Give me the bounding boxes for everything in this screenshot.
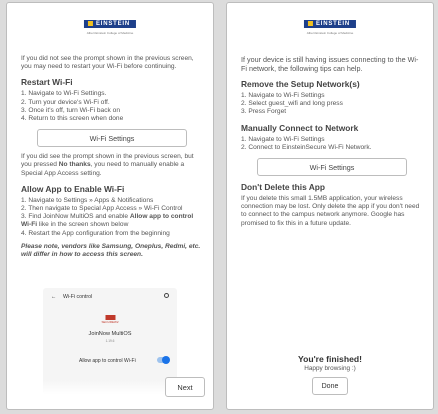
manual-heading: Manually Connect to Network <box>241 122 359 133</box>
restart-steps <box>21 90 203 123</box>
next-button[interactable]: Next <box>165 377 205 397</box>
left-screen <box>6 2 214 410</box>
list-item <box>21 213 203 229</box>
finished-title: You're finished! <box>298 354 362 364</box>
list-item: 1. Navigate to Wi-Fi Settings. <box>21 90 107 98</box>
no-thanks-text <box>21 153 203 178</box>
list-item: 4. Return to this screen when done <box>21 115 124 123</box>
right-screen <box>226 2 434 410</box>
delete-heading: Don't Delete this App <box>241 182 326 193</box>
list-item: 3. Once it's off, turn Wi-Fi back on <box>21 106 120 114</box>
screenshot-title: Wi-Fi control <box>63 294 93 300</box>
einstein-logo <box>84 12 136 35</box>
allow-wifi-toggle <box>157 357 169 363</box>
allow-wifi-row <box>79 358 169 364</box>
list-item: 1. Navigate to Wi-Fi Settings <box>241 92 325 99</box>
intro-text: If your device is still having issues connecting to the Wi-Fi network, the following tips can help. <box>241 55 419 73</box>
list-item: 1. Navigate to Wi-Fi Settings <box>241 135 325 143</box>
list-item: 2. Turn your device's Wi-Fi off. <box>21 98 110 106</box>
einstein-logo <box>304 12 356 35</box>
screenshot-app-name: JoinNow MultiOS <box>88 331 132 337</box>
no-thanks-text-pre: If you did see the prompt shown in the previous screen, but you pressed <box>21 153 194 169</box>
no-thanks-bold: No thanks <box>58 161 91 169</box>
wifi-settings-button[interactable]: Wi-Fi Settings <box>37 129 187 147</box>
step3-post: like in the screen shown below <box>37 221 129 229</box>
remove-heading: Remove the Setup Network(s) <box>241 79 360 89</box>
done-button[interactable]: Done <box>312 377 348 395</box>
securew2-logo <box>101 313 118 324</box>
intro-text: If you did not see the prompt shown in the previous screen, you may need to restart your Wi-Fi before continuing. <box>21 55 194 71</box>
manual-steps <box>241 136 423 152</box>
no-thanks-text-post: , you need to manually enable a Special App Access setting. <box>21 161 185 177</box>
brand-subtitle: Albert Einstein College of Medicine <box>86 31 134 35</box>
wifi-settings-button[interactable]: Wi-Fi Settings <box>257 158 407 176</box>
back-arrow-icon: ← <box>51 294 57 300</box>
shield-icon <box>88 21 93 26</box>
allow-heading: Allow App to Enable Wi-Fi <box>21 183 125 194</box>
delete-text: If you delete this small 1.5MB application, your wireless connection may be lost. Only delete the app if you don't need to connect to the campus network anymore. Google has promised to fix this in a future update. <box>241 195 420 227</box>
remove-steps <box>241 92 423 117</box>
list-item: 3. Press Forget <box>241 108 287 116</box>
wifi-control-screenshot <box>43 288 177 394</box>
vendor-note: Please note, vendors like Samsung, Oneplus, Redmi, etc. will differ in how to access this screen. <box>21 242 201 259</box>
list-item: 1. Navigate to Settings » Apps & Notifications <box>21 196 154 204</box>
brand-subtitle: Albert Einstein College of Medicine <box>306 31 354 35</box>
allow-steps <box>21 197 203 238</box>
brand-name: EINSTEIN <box>95 21 131 27</box>
list-item: 2. Select guest_wifi and long press <box>241 100 343 108</box>
step3-bold: Allow app to control Wi-Fi <box>21 213 194 229</box>
search-icon <box>164 293 169 298</box>
allow-wifi-label: Allow app to control Wi-Fi <box>79 358 136 364</box>
list-item: 2. Then navigate to Special App Access » Wi-Fi Control <box>21 205 183 213</box>
screenshot-app-version: 1.19.6 <box>105 339 115 343</box>
toggle-knob <box>162 356 170 364</box>
screenshot-fade <box>43 380 177 394</box>
shield-icon <box>308 21 313 26</box>
brand-name: EINSTEIN <box>315 21 351 27</box>
securew2-brand: SECUREW2 <box>101 320 119 324</box>
restart-heading: Restart Wi-Fi <box>21 77 73 88</box>
finished-subtitle: Happy browsing :) <box>304 365 356 372</box>
list-item: 4. Restart the App configuration from the beginning <box>21 229 170 237</box>
list-item: 2. Connect to EinsteinSecure Wi-Fi Network. <box>241 143 372 151</box>
step3-pre: 3. Find JoinNow MultiOS and enable <box>21 213 130 221</box>
